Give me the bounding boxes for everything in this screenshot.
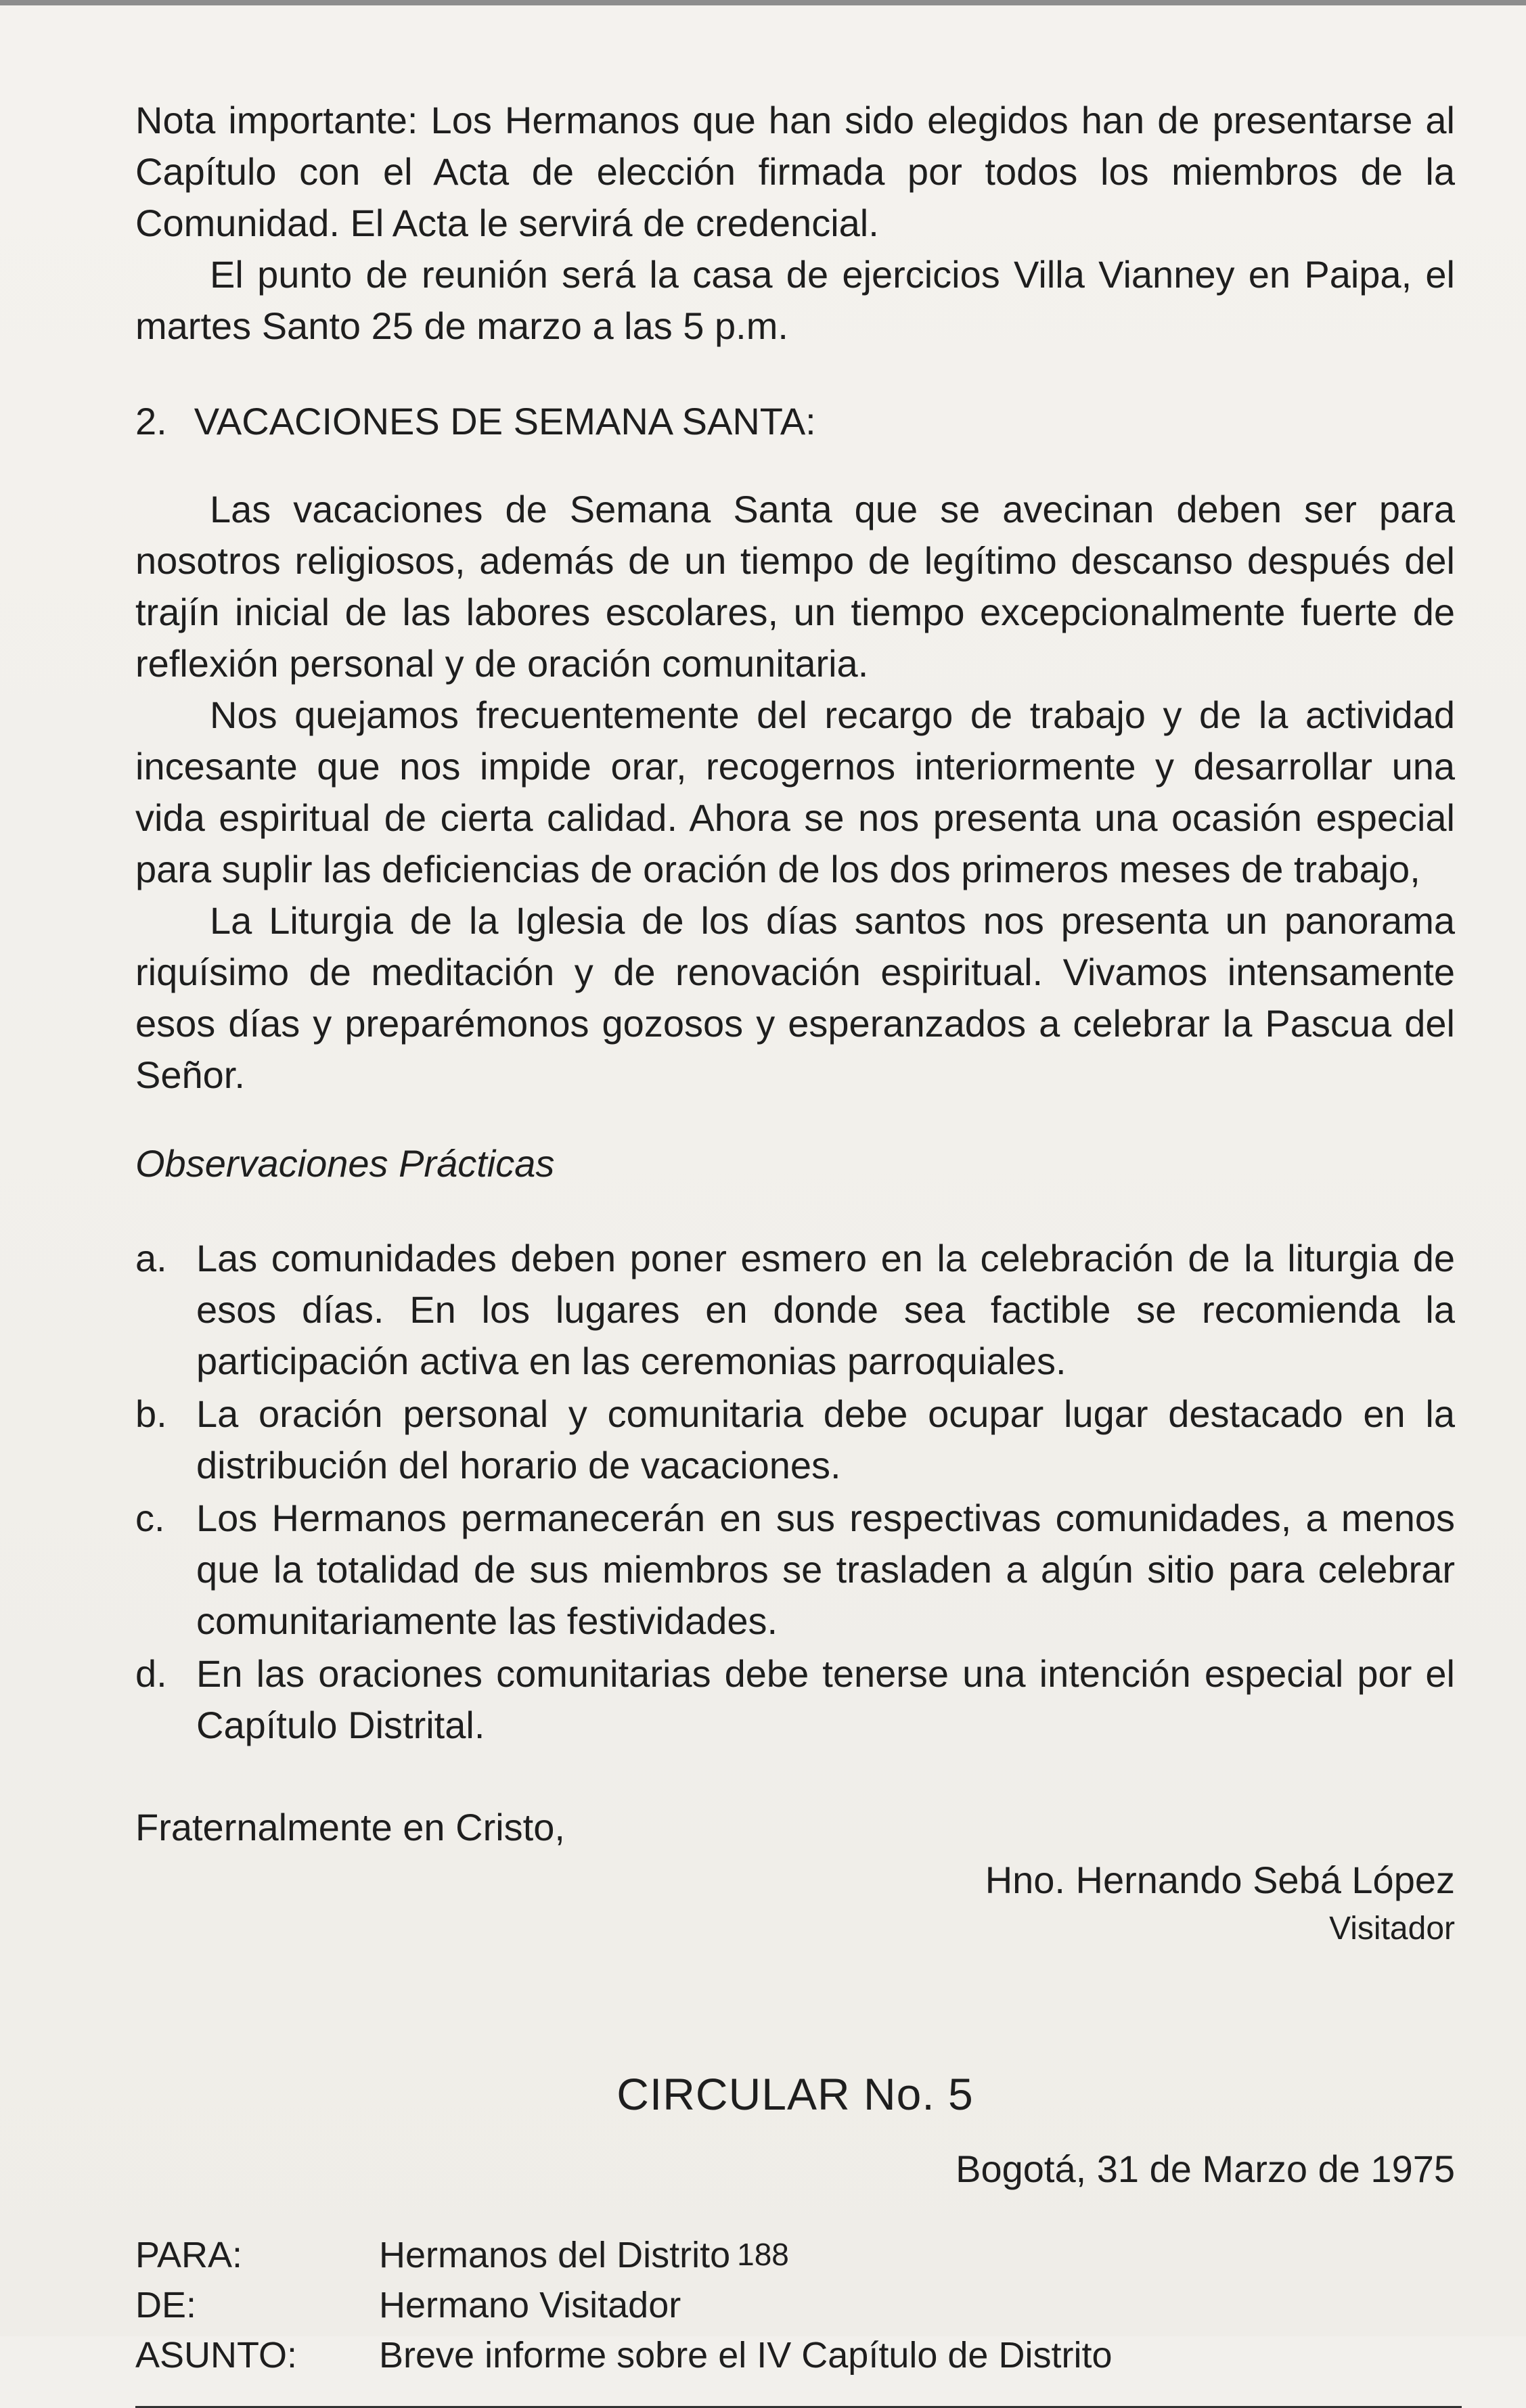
- scan-edge: [0, 0, 1526, 5]
- memo-value: Hermanos del Distrito: [379, 2235, 731, 2275]
- meeting-paragraph: El punto de reunión será la casa de ejercicios Villa Vianney en Paipa, el martes Santo 25 de marzo a las 5 p.m.: [135, 253, 1455, 347]
- circular-date: Bogotá, 31 de Marzo de 1975: [956, 2148, 1455, 2190]
- list-text: Los Hermanos permanecerán en sus respectivas comunidades, a menos que la totalidad de sus miembros se trasladen a algún sitio para celebrar comunitariamente las festividades.: [196, 1497, 1455, 1642]
- signatory-role: Visitador: [1329, 1911, 1455, 1947]
- circular-title: CIRCULAR No. 5: [616, 2069, 974, 2119]
- observaciones-list: [135, 1233, 1455, 1751]
- vacaciones-paragraph-3: La Liturgia de la Iglesia de los días santos nos presenta un panorama riquísimo de meditación y de renovación espiritual. Vivamos intensamente esos días y preparémonos gozosos y esperanzados a celebrar la Pascua del Señor.: [135, 899, 1455, 1096]
- section-heading: [135, 399, 1455, 443]
- vacaciones-paragraph-2: Nos quejamos frecuentemente del recargo de trabajo y de la actividad incesante que nos impide orar, recogernos interiormente y desarrollar una vida espiritual de cierta calidad. Ahora se nos presenta una ocasión especial para suplir las deficiencias de oración de los dos primeros meses de trabajo,: [135, 694, 1455, 890]
- signatory-name: Hno. Hernando Sebá López: [985, 1859, 1455, 1901]
- list-item: [135, 1233, 1455, 1387]
- memo-label: DE:: [135, 2285, 197, 2325]
- section-number: 2.: [135, 400, 167, 442]
- memo-label: ASUNTO:: [135, 2335, 298, 2376]
- memo-value: Hermano Visitador: [379, 2285, 681, 2325]
- memo-label: PARA:: [135, 2235, 243, 2275]
- list-marker: c.: [135, 1497, 165, 1539]
- section-title: VACACIONES DE SEMANA SANTA:: [194, 400, 816, 442]
- page-number: 188: [737, 2237, 789, 2272]
- list-text: En las oraciones comunitarias debe tenerse una intención especial por el Capítulo Distrital.: [196, 1652, 1455, 1746]
- list-text: La oración personal y comunitaria debe ocupar lugar destacado en la distribución del horario de vacaciones.: [196, 1392, 1455, 1486]
- list-item: [135, 1493, 1455, 1647]
- closing-line: Fraternalmente en Cristo,: [135, 1806, 565, 1848]
- memo-value: Breve informe sobre el IV Capítulo de Distrito: [379, 2335, 1113, 2376]
- list-marker: a.: [135, 1237, 167, 1279]
- list-item: [135, 1388, 1455, 1491]
- nota-paragraph: Nota importante: Los Hermanos que han sido elegidos han de presentarse al Capítulo con el Acta de elección firmada por todos los miembros de la Comunidad. El Acta le servirá de credencial.: [135, 99, 1455, 244]
- list-text: Las comunidades deben poner esmero en la celebración de la liturgia de esos días. En los lugares en donde sea factible se recomienda la participación activa en las ceremonias parroquiales.: [196, 1237, 1455, 1382]
- list-item: [135, 1648, 1455, 1751]
- list-marker: d.: [135, 1652, 167, 1695]
- list-marker: b.: [135, 1392, 167, 1435]
- page-content: [135, 95, 1455, 2408]
- vacaciones-paragraph-1: Las vacaciones de Semana Santa que se avecinan deben ser para nosotros religiosos, además de un tiempo de legítimo descanso después del trajín inicial de las labores escolares, un tiempo excepcionalmente fuerte de reflexión personal y de oración comunitaria.: [135, 488, 1455, 685]
- observaciones-heading: Observaciones Prácticas: [135, 1142, 555, 1185]
- signature-block: [135, 1856, 1455, 1953]
